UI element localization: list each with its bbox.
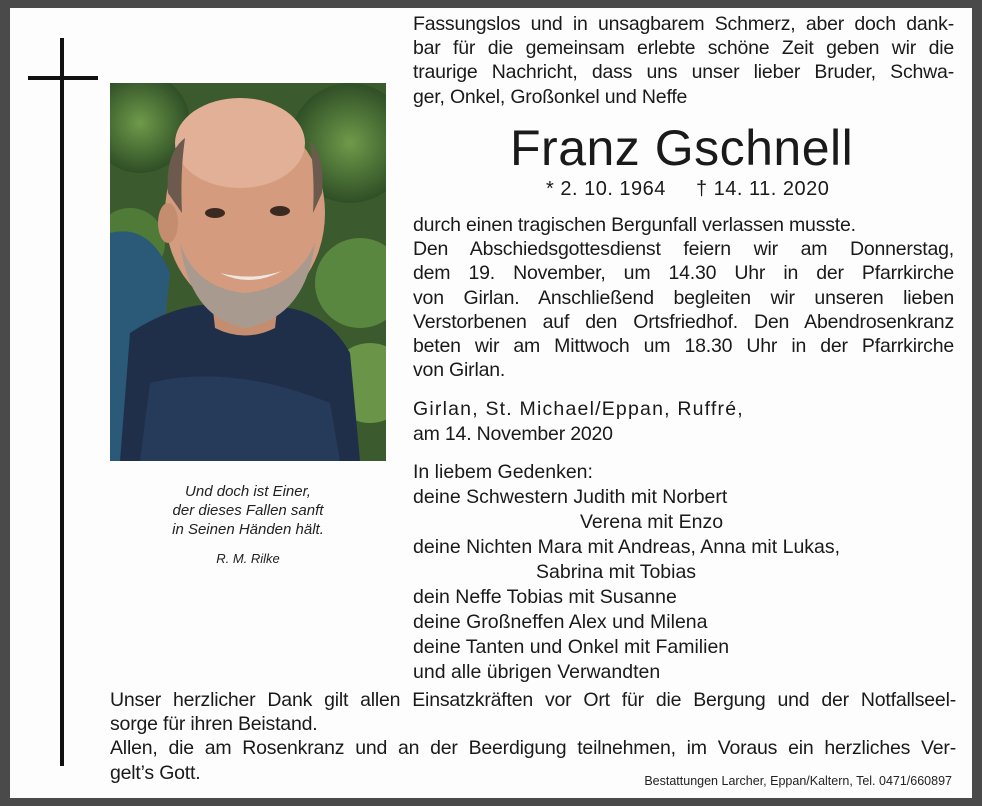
body-text <box>413 213 954 382</box>
intro-line: traurige Nachricht, dass uns unser lieber Bruder, Schwa- <box>413 61 954 84</box>
intro-text <box>413 12 954 109</box>
funeral-home: Bestattungen Larcher, Eppan/Kaltern, Tel. 0471/660897 <box>644 774 952 788</box>
body-line: Den Abschiedsgottesdienst feiern wir am Donnerstag, <box>413 238 954 261</box>
intro-line: Fassungslos und in unsagbarem Schmerz, aber doch dank- <box>413 13 954 35</box>
death-date: † 14. 11. 2020 <box>696 178 830 200</box>
mourner-line: deine Tanten und Onkel mit Familien <box>413 636 730 658</box>
thanks-line: gelt’s Gott. <box>110 761 201 784</box>
obituary-notice <box>10 8 972 798</box>
thanks-line: Unser herzlicher Dank gilt allen Einsatzkräften vor Ort für die Bergung und der Notfallseel- <box>110 689 956 711</box>
deceased-name: Franz Gschnell <box>510 120 854 176</box>
body-line: durch einen tragischen Bergunfall verlassen musste. <box>413 214 856 236</box>
mourner-line: dein Neffe Tobias mit Susanne <box>413 586 677 608</box>
body-line: dem 19. November, um 14.30 Uhr in der Pfarrkirche <box>413 262 954 285</box>
rilke-quote <box>110 482 386 568</box>
portrait-photo <box>110 83 386 461</box>
body-line: beten wir am Mittwoch um 18.30 Uhr in der Pfarrkirche <box>413 335 954 358</box>
cross-icon <box>60 38 64 766</box>
mourners-heading: In liebem Gedenken: <box>413 461 593 483</box>
mourner-line: deine Großneffen Alex und Milena <box>413 611 708 633</box>
mourner-line: und alle übrigen Verwandten <box>413 661 661 683</box>
quote-line: Und doch ist Einer, <box>185 483 311 500</box>
mourner-line: deine Schwestern Judith mit Norbert <box>413 486 728 508</box>
quote-line: der dieses Fallen sanft <box>172 502 324 519</box>
quote-line: in Seinen Händen hält. <box>172 521 324 538</box>
mourner-line: Sabrina mit Tobias <box>536 561 697 583</box>
birth-date: * 2. 10. 1964 <box>546 178 666 200</box>
date-line: am 14. November 2020 <box>413 423 613 445</box>
thanks-line: Allen, die am Rosenkranz und an der Beerdigung teilnehmen, im Voraus ein herzliches Ver- <box>110 737 956 760</box>
thanks-line: sorge für ihren Beistand. <box>110 713 318 736</box>
body-line: von Girlan. <box>413 359 506 382</box>
life-dates <box>546 178 853 201</box>
body-line: Verstorbenen auf den Ortsfriedhof. Den Abendrosenkranz <box>413 310 954 333</box>
mourner-line: deine Nichten Mara mit Andreas, Anna mit Lukas, <box>413 536 841 558</box>
quote-author: R. M. Rilke <box>216 551 280 566</box>
thanks-text <box>110 688 956 785</box>
body-line: von Girlan. Anschließend begleiten wir unseren lieben <box>413 286 954 309</box>
mourners-list <box>413 460 840 685</box>
cross-icon-bar <box>28 76 98 80</box>
intro-line: bar für die gemeinsam erlebte schöne Zeit geben wir die <box>413 37 954 60</box>
mourner-line: Verena mit Enzo <box>580 511 724 533</box>
intro-line: ger, Onkel, Großonkel und Neffe <box>413 85 688 108</box>
place-line: Girlan, St. Michael/Eppan, Ruffré, <box>413 398 744 420</box>
